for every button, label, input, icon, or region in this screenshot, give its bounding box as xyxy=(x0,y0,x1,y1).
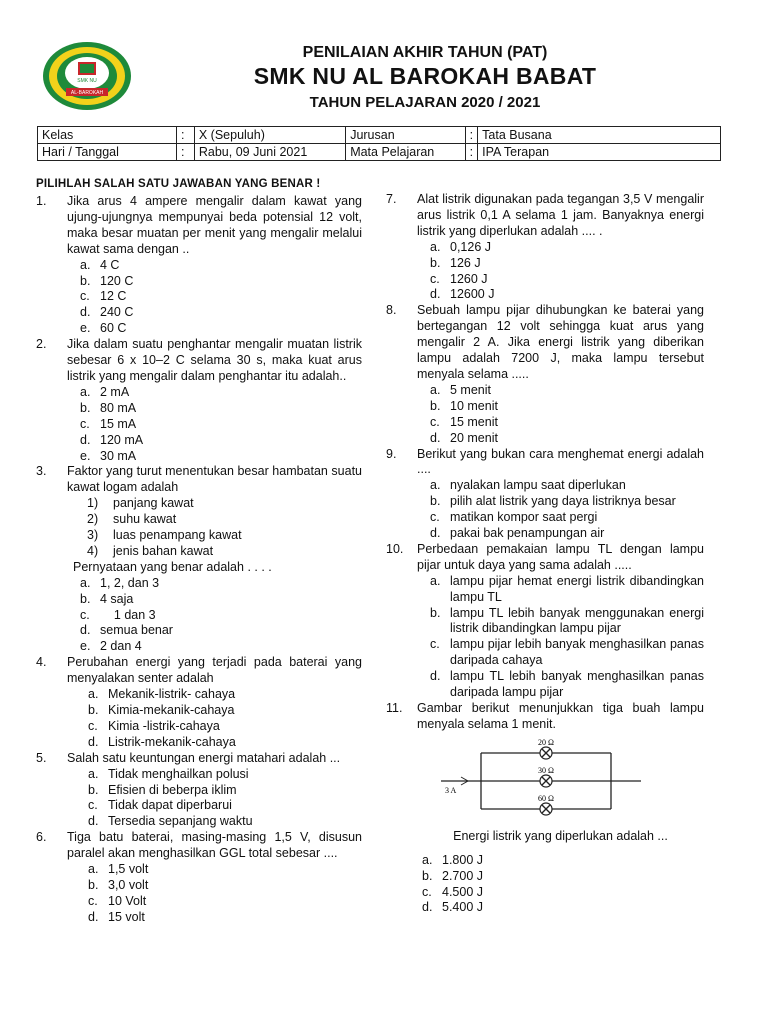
option-letter: d. xyxy=(422,900,433,915)
answer-option xyxy=(88,735,362,751)
answer-option xyxy=(80,417,362,433)
resistor-label: 60 Ω xyxy=(538,793,554,803)
question-block xyxy=(36,337,362,464)
option-text: 3,0 volt xyxy=(108,877,149,892)
question-block xyxy=(386,541,708,701)
option-letter: b. xyxy=(80,273,91,288)
answer-option xyxy=(80,274,362,290)
answer-option xyxy=(430,510,704,526)
statement-number: 1) xyxy=(87,496,99,511)
option-list xyxy=(36,767,362,831)
answer-option xyxy=(430,256,704,272)
option-letter: a. xyxy=(430,382,441,397)
answer-option xyxy=(430,272,704,288)
info-row-class xyxy=(38,127,721,144)
option-letter: b. xyxy=(422,868,433,883)
answer-option xyxy=(430,287,704,303)
option-text: pilih alat listrik yang daya listriknya besar xyxy=(450,494,676,509)
answer-option xyxy=(430,478,704,494)
option-list xyxy=(36,258,362,338)
info-label: Jurusan xyxy=(346,127,465,144)
option-text: pakai bak penampungan air xyxy=(450,526,605,541)
option-list xyxy=(36,687,362,751)
option-list xyxy=(36,385,362,465)
option-letter: d. xyxy=(88,814,99,829)
question-number: 9. xyxy=(386,446,397,461)
statement-item xyxy=(67,496,362,512)
answer-option xyxy=(422,885,704,901)
question xyxy=(386,447,704,479)
option-letter: a. xyxy=(80,257,91,272)
question-block xyxy=(36,655,362,750)
option-text: Kimia-mekanik-cahaya xyxy=(108,703,235,717)
resistor-label: 30 Ω xyxy=(538,765,554,775)
resistor-label: 20 Ω xyxy=(538,738,554,747)
answer-option xyxy=(80,289,362,305)
option-letter: d. xyxy=(80,305,91,320)
answer-option xyxy=(88,862,362,878)
info-label: Hari / Tanggal xyxy=(38,144,177,161)
answer-option xyxy=(430,383,704,399)
answer-option xyxy=(88,798,362,814)
option-list xyxy=(386,853,704,917)
option-letter: b. xyxy=(430,255,441,270)
option-text: Mekanik-listrik- cahaya xyxy=(108,687,236,702)
question-body xyxy=(67,464,362,575)
option-text: semua benar xyxy=(100,623,173,638)
question xyxy=(386,192,704,240)
option-list xyxy=(386,478,704,542)
question-body xyxy=(67,655,362,687)
option-text: Efisien di beberpa iklim xyxy=(108,782,237,797)
statement-text: luas penampang kawat xyxy=(113,528,242,543)
option-letter: b. xyxy=(88,782,99,797)
question-block xyxy=(386,447,704,542)
question-text: Gambar berikut menunjukkan tiga buah lampu menyala selama 1 menit. xyxy=(417,701,704,731)
statement-number: 3) xyxy=(87,528,99,543)
statement-text: jenis bahan kawat xyxy=(113,543,214,558)
circuit-diagram xyxy=(441,739,641,819)
answer-option xyxy=(430,494,704,510)
option-text: 60 C xyxy=(100,321,127,336)
option-text: 240 C xyxy=(100,305,134,320)
option-list xyxy=(36,862,362,926)
option-letter: b. xyxy=(430,605,441,620)
question-body xyxy=(67,751,362,767)
question-block xyxy=(36,751,362,831)
option-text: 4 C xyxy=(100,257,120,272)
question xyxy=(36,751,362,767)
question-block xyxy=(386,701,704,916)
statement-number: 4) xyxy=(87,543,99,558)
question-block xyxy=(36,464,362,655)
option-letter: a. xyxy=(80,575,91,590)
option-letter: b. xyxy=(430,494,441,509)
answer-option xyxy=(430,415,704,431)
option-list xyxy=(36,576,362,656)
question-number: 2. xyxy=(36,337,47,352)
question-body xyxy=(67,194,362,258)
info-label: Mata Pelajaran xyxy=(346,144,465,161)
answer-option xyxy=(430,637,708,669)
question-number: 7. xyxy=(386,192,397,206)
option-text: 1.800 J xyxy=(442,852,484,867)
statement-item xyxy=(67,544,362,560)
answer-option xyxy=(80,258,362,274)
option-list xyxy=(386,383,704,447)
answer-option xyxy=(88,783,362,799)
option-text: 2.700 J xyxy=(442,868,484,883)
info-table xyxy=(37,126,721,161)
option-text: lampu TL lebih banyak menghasilkan panas daripada lampu pijar xyxy=(450,669,708,700)
question-text: Faktor yang turut menentukan besar hambatan suatu kawat logam adalah xyxy=(67,464,362,495)
question-body xyxy=(417,701,704,845)
option-letter: d. xyxy=(430,669,441,684)
question-text: Perbedaan pemakaian lampu TL dengan lampu pijar untuk daya yang sama adalah ..... xyxy=(417,541,704,572)
option-letter: d. xyxy=(80,623,91,638)
answer-option xyxy=(88,719,362,735)
left-column xyxy=(36,194,362,926)
current-label: 3 A xyxy=(445,785,457,795)
question-text: Alat listrik digunakan pada tegangan 3,5 V mengalir arus listrik 0,1 A selama 1 jam. Banyaknya energi listrik yang diperlukan adalah .... . xyxy=(417,192,704,238)
question-number: 6. xyxy=(36,830,47,845)
question-text: Perubahan energi yang terjadi pada baterai yang menyalakan senter adalah xyxy=(67,655,362,686)
question-number: 11. xyxy=(386,701,403,715)
answer-option xyxy=(88,814,362,830)
question-body xyxy=(417,447,704,479)
option-text: 10 Volt xyxy=(108,893,147,908)
question-body xyxy=(67,830,362,862)
answer-option xyxy=(430,669,708,701)
option-letter: a. xyxy=(430,239,441,254)
option-letter: b. xyxy=(88,877,99,892)
answer-option xyxy=(430,526,704,542)
statement-text: suhu kawat xyxy=(113,512,177,527)
option-letter: a. xyxy=(80,384,91,399)
question-text: Sebuah lampu pijar dihubungkan ke baterai yang bertegangan 12 volt sehingga kuat arus yang mengalir 2 A. Jika energi listrik yang diberikan lampu adalah 7200 J, maka lampu tersebut menyala selama ..... xyxy=(417,303,704,381)
option-letter: e. xyxy=(80,321,91,336)
option-text: Tidak menghailkan polusi xyxy=(108,766,249,781)
question-block xyxy=(36,194,362,337)
answer-option xyxy=(430,605,708,638)
option-text: 15 menit xyxy=(450,414,498,429)
option-text: 1, 2, dan 3 xyxy=(100,575,160,590)
question-body xyxy=(417,542,704,574)
option-letter: a. xyxy=(88,862,99,877)
answer-option xyxy=(422,853,704,869)
answer-option xyxy=(80,305,362,321)
option-letter: c. xyxy=(88,718,98,733)
option-letter: c. xyxy=(80,289,90,304)
answer-option xyxy=(88,767,362,783)
question-text: Salah satu keuntungan energi matahari adalah ... xyxy=(67,750,341,765)
question-block xyxy=(386,192,704,303)
option-letter: b. xyxy=(80,591,91,606)
right-column xyxy=(386,192,708,916)
option-text: Tidak dapat diperbarui xyxy=(108,798,232,813)
option-text: 15 volt xyxy=(108,909,145,924)
option-letter: d. xyxy=(80,432,91,447)
info-colon: : xyxy=(465,127,477,144)
answer-option xyxy=(430,399,704,415)
answer-option xyxy=(430,573,708,606)
answer-option xyxy=(80,623,362,639)
option-letter: a. xyxy=(430,573,441,588)
option-text: Tersedia sepanjang waktu xyxy=(108,814,253,829)
question-caption: Energi listrik yang diperlukan adalah ... xyxy=(453,828,668,843)
question xyxy=(36,464,362,575)
question-text: Berikut yang bukan cara menghemat energi adalah .... xyxy=(417,446,704,477)
option-text: Kimia -listrik-cahaya xyxy=(108,718,220,733)
option-letter: b. xyxy=(80,400,91,415)
answer-option xyxy=(88,878,362,894)
option-letter: e. xyxy=(80,639,91,654)
option-text: 4 saja xyxy=(100,591,134,606)
option-text: 30 mA xyxy=(100,448,137,463)
question xyxy=(36,830,362,862)
option-text: nyalakan lampu saat diperlukan xyxy=(450,478,626,493)
statement-text: panjang kawat xyxy=(113,496,194,511)
option-text: 10 menit xyxy=(450,398,498,413)
option-text: 12600 J xyxy=(450,287,495,302)
answer-option xyxy=(80,576,362,592)
option-letter: c. xyxy=(88,798,98,813)
question-stem: Pernyataan yang benar adalah . . . . xyxy=(73,559,272,574)
question-number: 4. xyxy=(36,655,47,670)
question xyxy=(36,655,362,687)
answer-option xyxy=(88,687,362,703)
answer-option xyxy=(80,401,362,417)
question xyxy=(386,303,704,383)
option-letter: b. xyxy=(88,703,99,717)
answer-option xyxy=(88,910,362,926)
info-label: Kelas xyxy=(38,127,177,144)
answer-option xyxy=(430,240,704,256)
school-name: SMK NU AL BAROKAH BABAT xyxy=(253,63,597,89)
option-list xyxy=(386,240,704,304)
answer-option xyxy=(88,703,362,719)
instruction: PILIHLAH SALAH SATU JAWABAN YANG BENAR ! xyxy=(36,178,321,190)
answer-option xyxy=(422,869,704,885)
option-text: 2 mA xyxy=(100,384,130,399)
question-number: 1. xyxy=(36,194,47,208)
info-value: IPA Terapan xyxy=(478,144,721,161)
option-text: Listrik-mekanik-cahaya xyxy=(108,734,236,749)
answer-option xyxy=(80,449,362,465)
question-body xyxy=(67,337,362,385)
info-row-date xyxy=(38,144,721,161)
option-letter: c. xyxy=(430,510,440,525)
info-value: Tata Busana xyxy=(478,127,721,144)
option-letter: c. xyxy=(430,271,440,286)
option-text: 5.400 J xyxy=(442,900,484,915)
option-text: 20 menit xyxy=(450,430,498,445)
answer-option xyxy=(80,433,362,449)
question-block xyxy=(386,303,704,446)
info-value: X (Sepuluh) xyxy=(194,127,345,144)
option-text: 120 mA xyxy=(100,432,144,447)
option-text: 1 dan 3 xyxy=(100,607,156,622)
option-text: 80 mA xyxy=(100,400,137,415)
question xyxy=(36,337,362,385)
option-text: 126 J xyxy=(450,255,481,270)
question xyxy=(386,542,704,574)
option-text: lampu pijar hemat energi listrik dibandingkan lampu TL xyxy=(450,573,708,604)
option-text: 2 dan 4 xyxy=(100,639,142,654)
option-letter: d. xyxy=(430,287,441,302)
option-text: lampu TL lebih banyak menggunakan energi listrik dibandingkan lampu pijar xyxy=(450,605,708,636)
option-letter: d. xyxy=(430,430,441,445)
option-text: 12 C xyxy=(100,289,127,304)
answer-option xyxy=(88,894,362,910)
question xyxy=(386,701,704,845)
question-number: 10. xyxy=(386,541,404,556)
answer-option xyxy=(430,431,704,447)
info-colon: : xyxy=(176,144,194,161)
option-letter: c. xyxy=(430,414,440,429)
question xyxy=(36,194,362,258)
exam-title: PENILAIAN AKHIR TAHUN (PAT) xyxy=(302,44,548,61)
statement-item xyxy=(67,528,362,544)
option-text: 15 mA xyxy=(100,416,137,431)
option-text: 120 C xyxy=(100,273,134,288)
option-letter: d. xyxy=(430,526,441,541)
question-number: 5. xyxy=(36,750,47,765)
school-logo xyxy=(42,40,132,112)
option-letter: d. xyxy=(88,909,99,924)
question-body xyxy=(417,303,704,383)
option-letter: a. xyxy=(430,478,441,493)
logo-badge: AL-BAROKAH xyxy=(70,90,104,96)
option-letter: c. xyxy=(80,607,90,622)
option-letter: c. xyxy=(80,416,90,431)
answer-option xyxy=(80,385,362,401)
option-letter: a. xyxy=(422,852,433,867)
info-colon: : xyxy=(176,127,194,144)
option-letter: c. xyxy=(430,637,440,652)
logo-text: SMK NU xyxy=(77,78,97,84)
option-list xyxy=(386,573,708,701)
option-letter: b. xyxy=(430,398,441,413)
statement-item xyxy=(67,512,362,528)
info-colon: : xyxy=(465,144,477,161)
option-letter: c. xyxy=(88,893,98,908)
answer-option xyxy=(80,639,362,655)
answer-option xyxy=(422,900,704,916)
option-text: 4.500 J xyxy=(442,884,484,899)
question-number: 3. xyxy=(36,464,47,479)
option-text: 1260 J xyxy=(450,271,488,286)
option-letter: d. xyxy=(88,734,99,749)
option-text: 1,5 volt xyxy=(108,862,149,877)
question-text: Jika arus 4 ampere mengalir dalam kawat yang ujung-ujungnya mempunyai beda potensial 12 volt, maka besar muatan per menit yang mengalir melalui kawat sama dengan .. xyxy=(67,194,362,256)
question-text: Tiga batu baterai, masing-masing 1,5 V, disusun paralel akan menghasilkan GGL total sebesar .... xyxy=(67,830,362,861)
question-body xyxy=(417,192,704,240)
option-letter: a. xyxy=(88,766,99,781)
option-text: matikan kompor saat pergi xyxy=(450,510,598,525)
academic-year: TAHUN PELAJARAN 2020 / 2021 xyxy=(309,94,541,111)
option-text: 0,126 J xyxy=(450,239,492,254)
question-block xyxy=(36,830,362,925)
option-letter: a. xyxy=(88,687,99,702)
statement-number: 2) xyxy=(87,512,99,527)
option-letter: c. xyxy=(422,884,432,899)
info-value: Rabu, 09 Juni 2021 xyxy=(194,144,345,161)
option-letter: e. xyxy=(80,448,91,463)
answer-option xyxy=(80,321,362,337)
question-number: 8. xyxy=(386,303,397,318)
option-text: 5 menit xyxy=(450,382,491,397)
question-text: Jika dalam suatu penghantar mengalir muatan listrik sebesar 6 x 10–2 C selama 30 s, maka kuat arus listrik yang mengalir dalam penghantar itu adalah.. xyxy=(67,337,362,383)
answer-option xyxy=(80,592,362,608)
option-text: lampu pijar lebih banyak menghasilkan panas daripada cahaya xyxy=(450,637,708,668)
answer-option xyxy=(80,608,362,624)
